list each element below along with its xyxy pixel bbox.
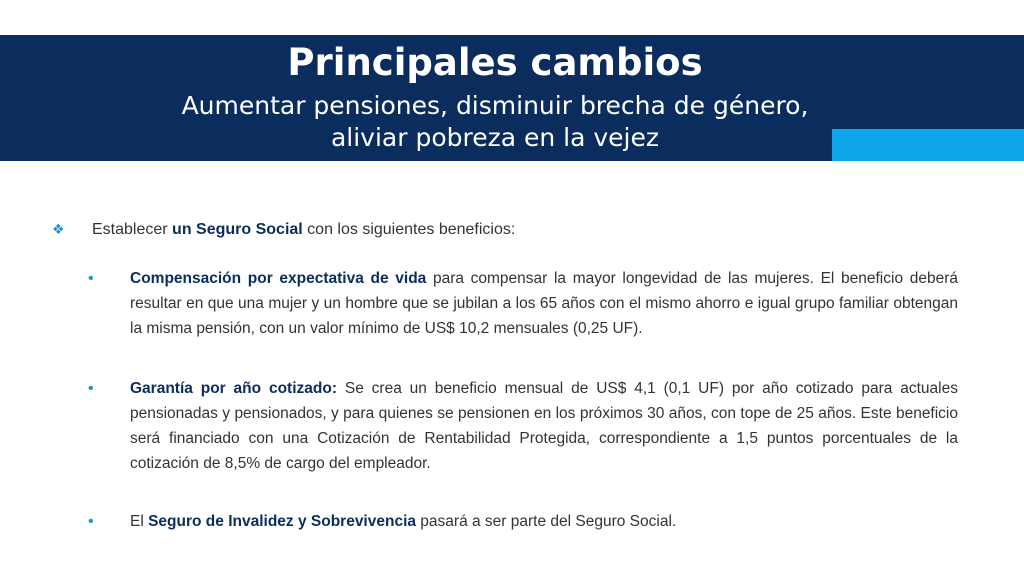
bullet-text-1 (130, 266, 958, 341)
bullet-2-text: Se crea un beneficio mensual de US$ 4,1 (0,1 UF) por año cotizado para actuales pensionadas y pensionados, y para quienes se pensionen en los próximos 30 años, con tope de 25 años. Este beneficio será financiado con una Cotización de Rentabilidad Protegida, correspondiente a 1,5 puntos porcentuales de la cotización de 8,5% de cargo del empleador. (130, 380, 958, 472)
bullet-3-prefix: El (130, 513, 149, 530)
intro-item (52, 218, 515, 241)
intro-suffix: con los siguientes beneficios: (302, 221, 516, 238)
intro-prefix: Establecer (92, 221, 173, 238)
page-title: Principales cambios (287, 41, 703, 84)
subtitle-line-1: Aumentar pensiones, disminuir brecha de género, (181, 91, 809, 120)
bullet-dot-icon: • (88, 513, 94, 530)
bullet-dot-icon: • (88, 380, 94, 397)
diamond-bullet-icon: ❖ (52, 221, 65, 237)
bullet-3-bold: Seguro de Invalidez y Sobrevivencia (148, 513, 416, 530)
bullet-1-bold: Compensación por expectativa de vida (130, 270, 427, 287)
bullet-item-2 (88, 376, 958, 476)
subtitle-line-2: aliviar pobreza en la vejez (330, 123, 660, 152)
bullet-item-1 (88, 266, 958, 341)
bullet-text-3 (130, 509, 958, 534)
bullet-1-text: para compensar la mayor longevidad de las mujeres. El beneficio deberá resultar en que una mujer y un hombre que se jubilan a los 65 años con el mismo ahorro e igual grupo familiar obtengan la misma pensión, con un valor mínimo de US$ 10,2 mensuales (0,25 UF). (130, 270, 958, 337)
intro-bold: un Seguro Social (172, 221, 303, 238)
bullet-3-text: pasará a ser parte del Seguro Social. (416, 513, 677, 530)
bullet-item-3 (88, 509, 958, 534)
bullet-text-2 (130, 376, 958, 476)
bullet-dot-icon: • (88, 270, 94, 287)
bullet-2-bold: Garantía por año cotizado: (130, 380, 337, 397)
